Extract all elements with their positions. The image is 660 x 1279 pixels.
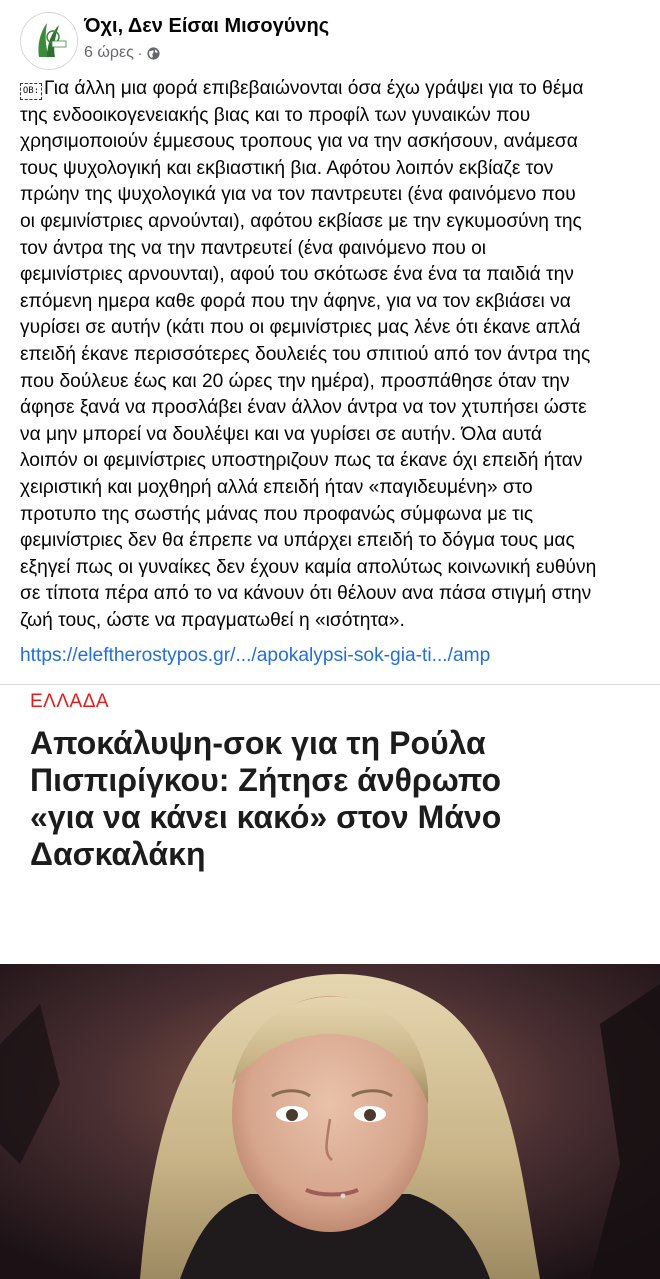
page-name[interactable]: Όχι, Δεν Είσαι Μισογύνης: [84, 15, 330, 37]
post-timestamp[interactable]: 6 ώρες: [84, 44, 134, 61]
post-text-line: της ενδοοικογενειακής βιας και το προφίλ των γυναικών που: [20, 104, 531, 126]
post-text-line: άφησε ξανά να προσλάβει έναν άλλον άντρα να τον χτυπήσει ώστε: [20, 397, 587, 419]
emoji-placeholder-icon: OB:: [20, 83, 42, 100]
post-text-line: τον άντρα της να την παντρευτεί (ένα φαινόμενο που οι: [20, 237, 487, 259]
headline-line: Αποκάλυψη-σοκ για τη Ρούλα: [30, 725, 486, 761]
article-preview-card[interactable]: [0, 685, 660, 1279]
article-photo[interactable]: [0, 964, 660, 1279]
post-text-line: οι φεμινίστριες αρνούνται), αφότου εκβίασε με την εγκυμοσύνη της: [20, 210, 582, 232]
post-meta: [84, 44, 161, 62]
headline-line: «για να κάνει κακό» στον Μάνο: [30, 799, 502, 835]
globe-icon[interactable]: [146, 46, 161, 61]
post-text-line: εξηγεί πως οι γυναίκες δεν έχουν καμία απολύτως κοινωνική ευθύνη: [20, 556, 597, 578]
meta-separator: ·: [137, 45, 143, 61]
post-text-line: OB: Για άλλη μια φορά επιβεβαιώνονται όσα έχω γράψει για το θέμα: [20, 76, 642, 103]
page-logo-icon: [21, 13, 77, 69]
post-text-line: γυρίσει σε αυτήν (κάτι που οι φεμινίστριες μας λένε ότι έκανε απλά: [20, 317, 581, 339]
post-text-line: λοιπόν οι φεμινίστριες υποστηριζουν πως τα έκανε όχι επειδή ήταν: [20, 450, 583, 472]
post-text-line: επόμενη ημερα καθε φορά που την άφηνε, για να τον εκβιάσει να: [20, 290, 571, 312]
post-text-line: προτυπο της σωστής μάνας που προφανώς σύμφωνα με τις: [20, 503, 534, 525]
headline-line: Δασκαλάκη: [30, 836, 206, 872]
post-header: [0, 0, 660, 72]
article-category: ΕΛΛΑΔΑ: [30, 691, 110, 712]
post-text: [20, 76, 642, 634]
post-text-line: χρησιμοποιούν έμμεσους τροπους για να την ασκήσουν, ανάμεσα: [20, 131, 578, 153]
post-text-line: χειριστική και μοχθηρή αλλά επειδή ήταν «παγιδευμένη» στο: [20, 476, 533, 498]
post-text-line: να μην μπορεί να δουλέψει και να γυρίσει σε αυτήν. Όλα αυτά: [20, 423, 542, 445]
post-text-line: σε τίποτα πέρα από το να κάνουν ότι θέλουν ανα πάσα στιγμή στην: [20, 583, 592, 605]
post-text-line: πρώην της ψυχολογικά για να τον παντρευτει (ένα φαινόμενο που: [20, 184, 576, 206]
article-headline[interactable]: [30, 725, 640, 873]
post-text-line: ζωή τους, ώστε να πραγματωθεί η «ισότητα».: [20, 609, 405, 631]
post-text-line: φεμινίστριες αρνουνται), αφού του σκότωσε ένα ένα τα παιδιά την: [20, 264, 574, 286]
post-text-line: επειδή έκανε περισσότερες δουλειές του σπιτιού από τον άντρα της: [20, 343, 591, 365]
post-text-line: που δούλευε έως και 20 ώρες την ημέρα), προσπάθησε όταν την: [20, 370, 570, 392]
post-text-line: φεμινίστριες δεν θα έπρεπε να υπάρχει επειδή το δόγμα τους μας: [20, 530, 575, 552]
portrait-image: [0, 964, 660, 1279]
page-avatar[interactable]: [20, 12, 78, 70]
headline-line: Πισπιρίγκου: Ζήτησε άνθρωπο: [30, 762, 502, 798]
post-text-line: τους ψυχολογική και εκβιαστική βια. Αφότου λοιπόν εκβίαζε τον: [20, 157, 554, 179]
article-link[interactable]: https://eleftherostypos.gr/.../apokalypsi-sok-gia-ti.../amp: [20, 645, 491, 666]
